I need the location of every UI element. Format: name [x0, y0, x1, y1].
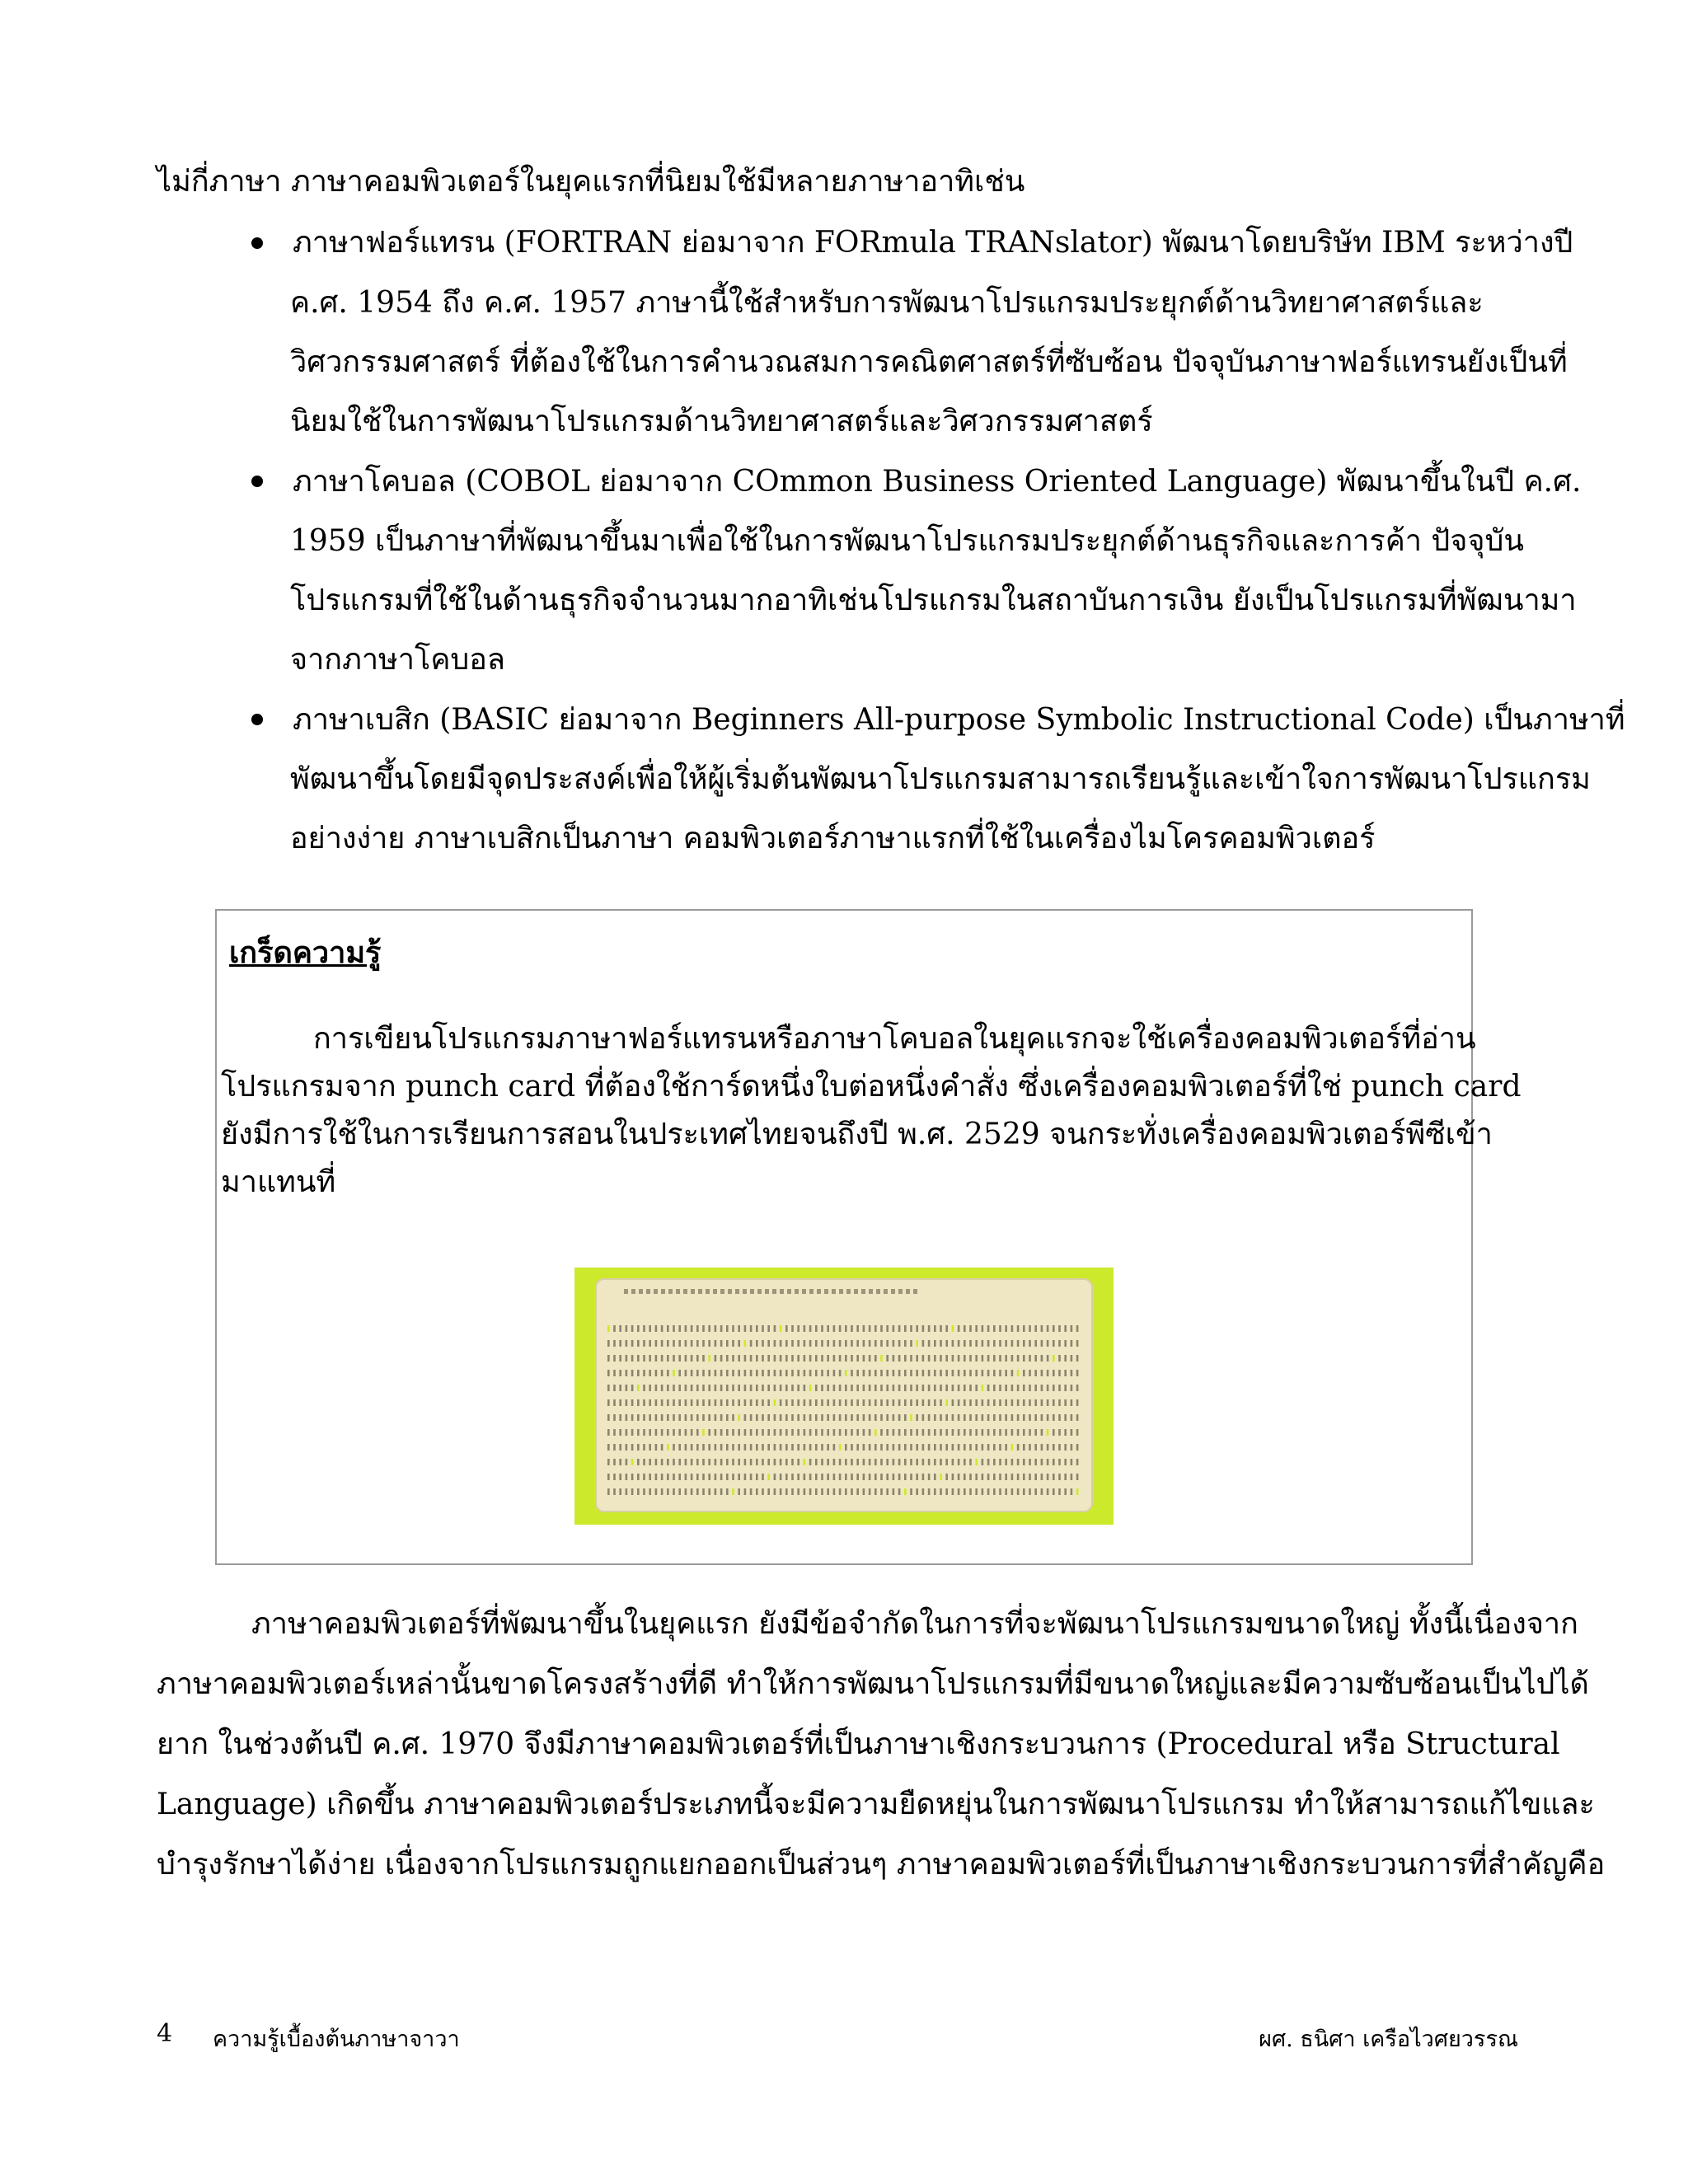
- bullet-2-line-2: 1959 เป็นภาษาที่พัฒนาขึ้นมาเพื่อใช้ในการพัฒนาโปรแกรมประยุกต์ด้านธุรกิจและการค้า ปัจจุบัน: [290, 524, 1524, 558]
- knowledge-box-line-2: โปรแกรมจาก punch card ที่ต้องใช้การ์ดหนึ่งใบต่อหนึ่งคำสั่ง ซึ่งเครื่องคอมพิวเตอร์ที่ใช่ punch card: [221, 1070, 1522, 1104]
- knowledge-box-line-1: การเขียนโปรแกรมภาษาฟอร์แทรนหรือภาษาโคบอลในยุคแรกจะใช้เครื่องคอมพิวเตอร์ที่อ่าน: [313, 1022, 1476, 1056]
- intro-line: ไม่กี่ภาษา ภาษาคอมพิวเตอร์ในยุคแรกที่นิยมใช้มีหลายภาษาอาทิเช่น: [157, 165, 1025, 199]
- page-number: 4: [157, 2019, 173, 2048]
- bullet-dot: [251, 476, 263, 487]
- knowledge-box-line-4: มาแทนที่: [221, 1165, 336, 1199]
- footer-author: ผศ. ธนิศา เครือไวศยวรรณ: [1259, 2027, 1518, 2052]
- bullet-1-line-1: ภาษาฟอร์แทรน (FORTRAN ย่อมาจาก FORmula TRANslator) พัฒนาโดยบริษัท IBM ระหว่างปี: [293, 226, 1573, 260]
- paragraph-line-4: Language) เกิดขึ้น ภาษาคอมพิวเตอร์ประเภทนี้จะมีความยืดหยุ่นในการพัฒนาโปรแกรม ทำให้สามารถแก้ไขและ: [157, 1788, 1595, 1821]
- knowledge-box-title: เกร็ดความรู้: [229, 935, 382, 970]
- bullet-2-line-4: จากภาษาโคบอล: [290, 643, 505, 677]
- paragraph-line-2: ภาษาคอมพิวเตอร์เหล่านั้นขาดโครงสร้างที่ดี ทำให้การพัฒนาโปรแกรมที่มีขนาดใหญ่และมีความซับซ้อนเป็นไปได้: [157, 1667, 1589, 1701]
- bullet-3-line-2: พัฒนาขึ้นโดยมีจุดประสงค์เพื่อให้ผู้เริ่มต้นพัฒนาโปรแกรมสามารถเรียนรู้และเข้าใจการพัฒนาโปรแกรม: [290, 762, 1591, 796]
- bullet-3-line-3: อย่างง่าย ภาษาเบสิกเป็นภาษา คอมพิวเตอร์ภาษาแรกที่ใช้ในเครื่องไมโครคอมพิวเตอร์: [290, 822, 1376, 855]
- paragraph-line-1: ภาษาคอมพิวเตอร์ที่พัฒนาขึ้นในยุคแรก ยังมีข้อจำกัดในการที่จะพัฒนาโปรแกรมขนาดใหญ่ ทั้งนี้เนื่องจาก: [251, 1607, 1578, 1641]
- bullet-3-line-1: ภาษาเบสิก (BASIC ย่อมาจาก Beginners All-purpose Symbolic Instructional Code) เป็นภาษาที่: [293, 703, 1625, 737]
- bullet-2-line-3: โปรแกรมที่ใช้ในด้านธุรกิจจำนวนมากอาทิเช่นโปรแกรมในสถาบันการเงิน ยังเป็นโปรแกรมที่พัฒนามา: [290, 583, 1577, 617]
- bullet-dot: [251, 237, 263, 249]
- knowledge-box: [215, 909, 1522, 1565]
- paragraph-line-5: บำรุงรักษาได้ง่าย เนื่องจากโปรแกรมถูกแยกออกเป็นส่วนๆ ภาษาคอมพิวเตอร์ที่เป็นภาษาเชิงกระบวนการที่สำคัญคือ: [157, 1848, 1606, 1882]
- footer-book-title: ความรู้เบื้องต้นภาษาจาวา: [213, 2027, 460, 2052]
- bullet-1-line-4: นิยมใช้ในการพัฒนาโปรแกรมด้านวิทยาศาสตร์และวิศวกรรมศาสตร์: [290, 405, 1153, 438]
- punch-card-picture: [574, 1268, 1114, 1525]
- bullet-dot: [251, 714, 263, 725]
- punch-card-image: [574, 1268, 1114, 1525]
- bullet-1-line-2: ค.ศ. 1954 ถึง ค.ศ. 1957 ภาษานี้ใช้สำหรับการพัฒนาโปรแกรมประยุกต์ด้านวิทยาศาสตร์และ: [290, 286, 1484, 320]
- bullet-1-line-3: วิศวกรรมศาสตร์ ที่ต้องใช้ในการคำนวณสมการคณิตศาสตร์ที่ซับซ้อน ปัจจุบันภาษาฟอร์แทรนยังเป็นที่: [290, 345, 1568, 379]
- paragraph-line-3: ยาก ในช่วงต้นปี ค.ศ. 1970 จึงมีภาษาคอมพิวเตอร์ที่เป็นภาษาเชิงกระบวนการ (Procedural หรือ Structural: [157, 1727, 1560, 1761]
- bullet-2-line-1: ภาษาโคบอล (COBOL ย่อมาจาก COmmon Business Oriented Language) พัฒนาขึ้นในปี ค.ศ.: [293, 465, 1582, 499]
- knowledge-box-line-3: ยังมีการใช้ในการเรียนการสอนในประเทศไทยจนถึงปี พ.ศ. 2529 จนกระทั่งเครื่องคอมพิวเตอร์พีซีเข้า: [221, 1118, 1493, 1151]
